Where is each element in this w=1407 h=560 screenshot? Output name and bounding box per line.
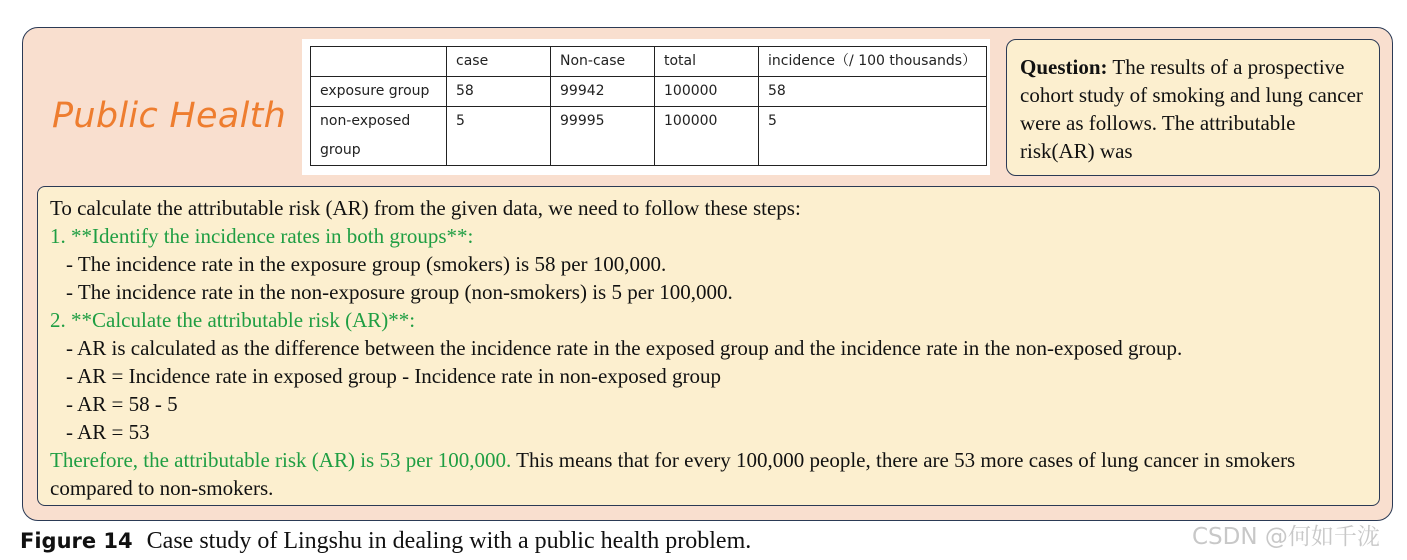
table-cell: exposure group bbox=[311, 77, 447, 107]
table-row bbox=[311, 107, 987, 166]
conclusion-highlight: Therefore, the attributable risk (AR) is 53 per 100,000. bbox=[50, 448, 512, 472]
conclusion-text: This means that for every 100,000 people, there are 53 more cases of lung cancer in smokers compared to non-smokers. bbox=[50, 448, 1296, 500]
table-cell: 58 bbox=[759, 77, 987, 107]
step-2-heading: 2. **Calculate the attributable risk (AR)**: bbox=[50, 308, 416, 332]
caption-text: Case study of Lingshu in dealing with a public health problem. bbox=[146, 528, 752, 554]
step-2-line: - AR = 53 bbox=[66, 420, 150, 444]
table-header-cell bbox=[311, 47, 447, 77]
question-label: Question: bbox=[1020, 55, 1108, 79]
table-cell: 100000 bbox=[655, 77, 759, 107]
cohort-data-table bbox=[310, 46, 987, 166]
table-header-cell: incidence（/ 100 thousands） bbox=[759, 47, 987, 77]
step-1-heading: 1. **Identify the incidence rates in both groups**: bbox=[50, 224, 474, 248]
question-box bbox=[1006, 39, 1380, 176]
step-1-line: - The incidence rate in the exposure group (smokers) is 58 per 100,000. bbox=[66, 252, 667, 276]
answer-box bbox=[37, 186, 1380, 506]
table-cell: non-exposed group bbox=[311, 107, 447, 166]
step-2-line: - AR is calculated as the difference between the incidence rate in the exposed group and the incidence rate in the non-exposed group. bbox=[66, 336, 1183, 360]
answer-intro: To calculate the attributable risk (AR) from the given data, we need to follow these steps: bbox=[50, 196, 801, 220]
figure-label: Figure 14 bbox=[20, 529, 133, 553]
domain-title: Public Health bbox=[52, 96, 287, 136]
step-1-line: - The incidence rate in the non-exposure group (non-smokers) is 5 per 100,000. bbox=[66, 280, 733, 304]
step-2-line: - AR = Incidence rate in exposed group - Incidence rate in non-exposed group bbox=[66, 364, 722, 388]
table-cell: 5 bbox=[447, 107, 551, 166]
step-2-line: - AR = 58 - 5 bbox=[66, 392, 178, 416]
figure-caption bbox=[20, 528, 751, 555]
answer-conclusion bbox=[50, 446, 1367, 502]
table-cell: 99942 bbox=[551, 77, 655, 107]
question-text: The results of a prospective cohort study of smoking and lung cancer were as follows. The attributable risk(AR) was bbox=[1020, 55, 1363, 163]
table-cell: 100000 bbox=[655, 107, 759, 166]
table-cell: 99995 bbox=[551, 107, 655, 166]
table-header-cell: total bbox=[655, 47, 759, 77]
data-table-card bbox=[302, 39, 990, 175]
table-cell: 58 bbox=[447, 77, 551, 107]
table-header-row bbox=[311, 47, 987, 77]
table-header-cell: Non-case bbox=[551, 47, 655, 77]
table-row bbox=[311, 77, 987, 107]
table-cell: 5 bbox=[759, 107, 987, 166]
watermark: CSDN @何如千泷 bbox=[1192, 524, 1380, 550]
table-header-cell: case bbox=[447, 47, 551, 77]
